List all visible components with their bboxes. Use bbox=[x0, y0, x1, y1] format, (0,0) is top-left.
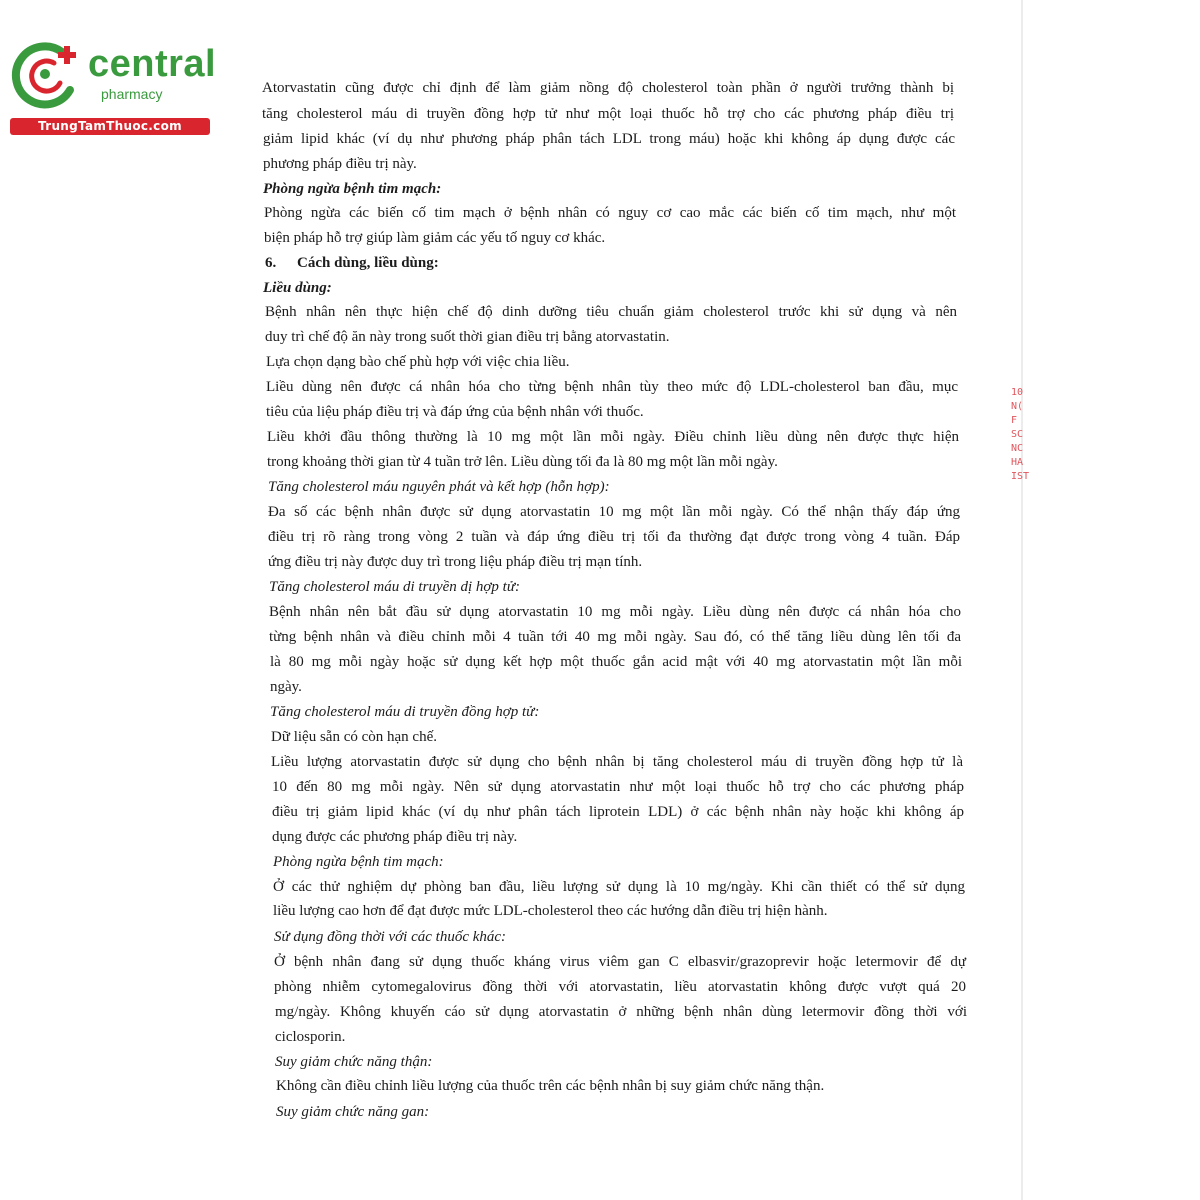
stamp-line: HA bbox=[1011, 457, 1024, 468]
body-line: Phòng ngừa các biến cố tim mạch ở bệnh nhân có nguy cơ cao mắc các biến cố tim mạch, như một bbox=[264, 205, 956, 221]
subheading: Sử dụng đồng thời với các thuốc khác: bbox=[274, 929, 507, 945]
body-line: Liều lượng atorvastatin được sử dụng cho bệnh nhân bị tăng cholesterol máu di truyền đồng hợp tử là bbox=[271, 754, 963, 770]
subheading: Tăng cholesterol máu nguyên phát và kết hợp (hỗn hợp): bbox=[268, 479, 610, 495]
body-line: tăng cholesterol máu di truyền đồng hợp tử như một loại thuốc hỗ trợ cho các phương pháp điều trị bbox=[262, 106, 954, 122]
subheading: Suy giảm chức năng thận: bbox=[275, 1054, 433, 1070]
logo-brand-sub: pharmacy bbox=[101, 86, 163, 102]
subheading: Suy giảm chức năng gan: bbox=[276, 1104, 430, 1120]
logo-site-banner[interactable]: TrungTamThuoc.com bbox=[10, 118, 210, 135]
body-line: Liều dùng nên được cá nhân hóa cho từng bệnh nhân tùy theo mức độ LDL-cholesterol ban đầu, mục bbox=[266, 379, 958, 395]
body-line: mg/ngày. Không khuyến cáo sử dụng atorvastatin ở những bệnh nhân dùng letermovir đồng thời với bbox=[275, 1004, 967, 1020]
subheading: Liều dùng: bbox=[263, 280, 332, 296]
body-line: Không cần điều chỉnh liều lượng của thuốc trên các bệnh nhân bị suy giảm chức năng thận. bbox=[276, 1078, 825, 1094]
body-line: từng bệnh nhân và điều chỉnh mỗi 4 tuần tới 40 mg mỗi ngày. Sau đó, có thể tăng liều dùng lên tối đa bbox=[269, 629, 961, 645]
section-number: 6. bbox=[265, 255, 277, 271]
stamp-line: 10 bbox=[1011, 387, 1024, 398]
stamp-line: F bbox=[1011, 415, 1018, 426]
central-pharmacy-logo[interactable] bbox=[8, 36, 218, 138]
page-edge bbox=[1021, 0, 1023, 1200]
body-line: Đa số các bệnh nhân được sử dụng atorvastatin 10 mg một lần mỗi ngày. Có thể nhận thấy đáp ứng bbox=[268, 504, 960, 520]
body-line: 10 đến 80 mg mỗi ngày. Nên sử dụng atorvastatin như một loại thuốc hỗ trợ cho các phương pháp bbox=[272, 779, 964, 795]
logo-brand-name: central bbox=[88, 43, 217, 85]
body-line: Liều khởi đầu thông thường là 10 mg một lần mỗi ngày. Điều chỉnh liều dùng nên được thực hiện bbox=[267, 429, 959, 445]
red-stamp-fragment bbox=[1011, 386, 1030, 484]
body-line: phương pháp điều trị này. bbox=[263, 156, 417, 172]
body-line: Atorvastatin cũng được chỉ định để làm giảm nồng độ cholesterol toàn phần ở người trưởng thành bị bbox=[262, 80, 954, 96]
subheading: Tăng cholesterol máu di truyền dị hợp tử: bbox=[269, 579, 521, 595]
stamp-line: N( bbox=[1011, 401, 1024, 412]
body-line: Bệnh nhân nên bắt đầu sử dụng atorvastatin 10 mg mỗi ngày. Liều dùng nên được cá nhân hóa cho bbox=[269, 604, 961, 620]
stamp-line: NC bbox=[1011, 443, 1024, 454]
body-line: ứng điều trị này được duy trì trong liệu pháp điều trị mạn tính. bbox=[268, 554, 643, 570]
subheading: Phòng ngừa bệnh tim mạch: bbox=[263, 181, 442, 197]
body-line: giảm lipid khác (ví dụ như phương pháp phân tách LDL trong máu) hoặc khi không áp dụng được các bbox=[263, 131, 955, 147]
body-line: Ở các thử nghiệm dự phòng ban đầu, liều lượng sử dụng là 10 mg/ngày. Khi cần thiết có thể sử dụng bbox=[273, 879, 965, 895]
body-line: là 80 mg mỗi ngày hoặc sử dụng kết hợp một thuốc gắn acid mật với 40 mg atorvastatin một lần mỗi bbox=[270, 654, 962, 670]
body-line: điều trị rõ ràng trong vòng 2 tuần và đáp ứng điều trị tối đa thường đạt được trong vòng 4 tuần. Đáp bbox=[268, 529, 960, 545]
body-line: biện pháp hỗ trợ giúp làm giảm các yếu tố nguy cơ khác. bbox=[264, 230, 606, 246]
body-line: điều trị giảm lipid khác (ví dụ như phân tách liprotein LDL) ở các bệnh nhân này hoặc khi không áp bbox=[272, 804, 964, 820]
body-line: Ở bệnh nhân đang sử dụng thuốc kháng virus viêm gan C elbasvir/grazoprevir hoặc letermovir để dự bbox=[274, 954, 966, 970]
body-line: duy trì chế độ ăn này trong suốt thời gian điều trị bằng atorvastatin. bbox=[265, 329, 670, 345]
body-line: tiêu của liệu pháp điều trị và đáp ứng của bệnh nhân với thuốc. bbox=[266, 404, 644, 420]
body-line: phòng nhiễm cytomegalovirus đồng thời với atorvastatin, liều atorvastatin không được vượt quá 20 bbox=[274, 979, 966, 995]
body-line: Lựa chọn dạng bào chế phù hợp với việc chia liều. bbox=[266, 354, 570, 370]
body-line: Bệnh nhân nên thực hiện chế độ dinh dưỡng tiêu chuẩn giảm cholesterol trước khi sử dụng và nên bbox=[265, 304, 957, 320]
body-line: trong khoảng thời gian từ 4 tuần trở lên. Liều dùng tối đa là 80 mg một lần mỗi ngày. bbox=[267, 454, 778, 470]
body-line: ngày. bbox=[270, 679, 302, 695]
stamp-line: IST bbox=[1011, 471, 1030, 482]
stamp-line: SC bbox=[1011, 429, 1024, 440]
body-line: ciclosporin. bbox=[275, 1029, 346, 1045]
subheading: Tăng cholesterol máu di truyền đồng hợp tử: bbox=[270, 704, 540, 720]
body-line: liều lượng cao hơn để đạt được mức LDL-cholesterol theo các hướng dẫn điều trị hiện hành. bbox=[273, 903, 828, 919]
section-heading: Cách dùng, liều dùng: bbox=[297, 255, 439, 271]
body-line: Dữ liệu sẵn có còn hạn chế. bbox=[271, 729, 437, 745]
subheading: Phòng ngừa bệnh tim mạch: bbox=[273, 854, 444, 870]
central-pharmacy-logo-icon bbox=[10, 38, 82, 110]
body-line: dụng được các phương pháp điều trị này. bbox=[272, 829, 518, 845]
